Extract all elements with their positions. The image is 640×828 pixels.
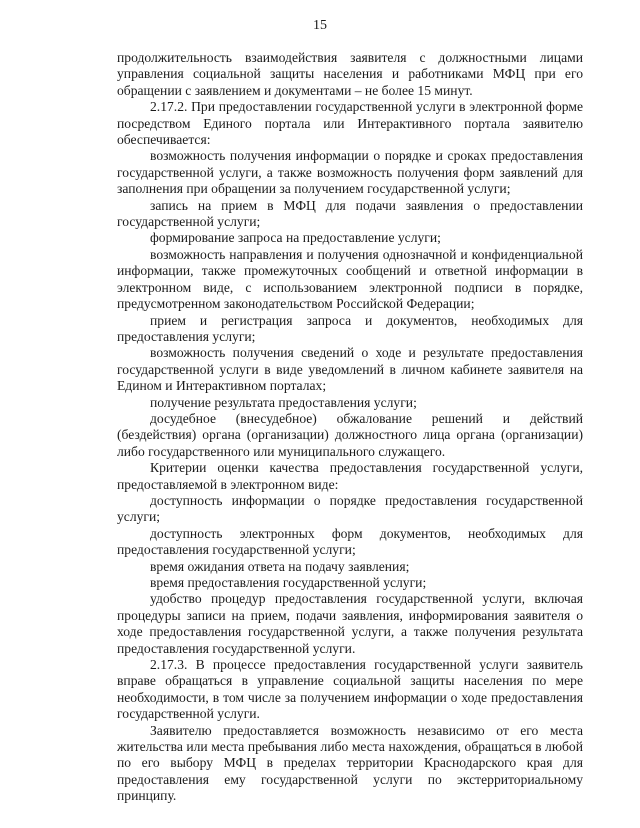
paragraph: доступность электронных форм документов, необходимых для предоставления государственной услуги;: [117, 525, 583, 558]
paragraph: доступность информации о порядке предоставления государственной услуги;: [117, 492, 583, 525]
paragraph: досудебное (внесудебное) обжалование решений и действий (бездействия) органа (организации) должностного лица органа (организации) либо государственного или муниципального служащего.: [117, 410, 583, 459]
paragraph: возможность получения информации о порядке и сроках предоставления государственной услуги, а также возможность получения форм заявлений для заполнения при обращении за получением государственной услуги;: [117, 148, 583, 197]
paragraph: формирование запроса на предоставление услуги;: [150, 230, 441, 246]
paragraph: запись на прием в МФЦ для подачи заявления о предоставлении государственной услуги;: [117, 197, 583, 230]
document-body: [117, 50, 583, 805]
paragraph: возможность получения сведений о ходе и результате предоставления государственной услуги в виде уведомлений в личном кабинете заявителя на Едином и Интерактивном порталах;: [117, 345, 583, 394]
paragraph: возможность направления и получения однозначной и конфиденциальной информации, также промежуточных сообщений и ответной информации в электронном виде, с использованием электронной подписи в порядке, предусмотренном законодательством Российской Федерации;: [117, 246, 583, 312]
paragraph: прием и регистрация запроса и документов, необходимых для предоставления услуги;: [117, 312, 583, 344]
paragraph: продолжительность взаимодействия заявителя с должностными лицами управления социальной защиты населения и работниками МФЦ при его обращении с заявлением и документами – не более 15 минут.: [117, 50, 583, 98]
paragraph: получение результата предоставления услуги;: [150, 394, 417, 410]
paragraph: 2.17.2. При предоставлении государственной услуги в электронной форме посредством Единого портала или Интерактивного портала заявителю обеспечивается:: [117, 99, 583, 148]
page-number: 15: [313, 18, 327, 33]
paragraph: Заявителю предоставляется возможность независимо от его места жительства или места пребывания либо места нахождения, обращаться в любой по его выбору МФЦ в пределах территории Краснодарского края для предоставления ему государственной услуги по экстерриториальному принципу.: [117, 722, 583, 804]
paragraph: Критерии оценки качества предоставления государственной услуги, предоставляемой в электронном виде:: [117, 460, 583, 492]
paragraph: удобство процедур предоставления государственной услуги, включая процедуры записи на прием, подачи заявления, информирования заявителя о ходе предоставления государственной услуги, а также получения результата предоставления государственной услуги.: [117, 591, 583, 656]
paragraph: время предоставления государственной услуги;: [150, 575, 427, 590]
paragraph: время ожидания ответа на подачу заявления;: [150, 558, 410, 574]
paragraph: 2.17.3. В процессе предоставления государственной услуги заявитель вправе обращаться в управление социальной защиты населения по мере необходимости, в том числе за получением информации о ходе предоставления государственной услуги.: [117, 657, 583, 722]
